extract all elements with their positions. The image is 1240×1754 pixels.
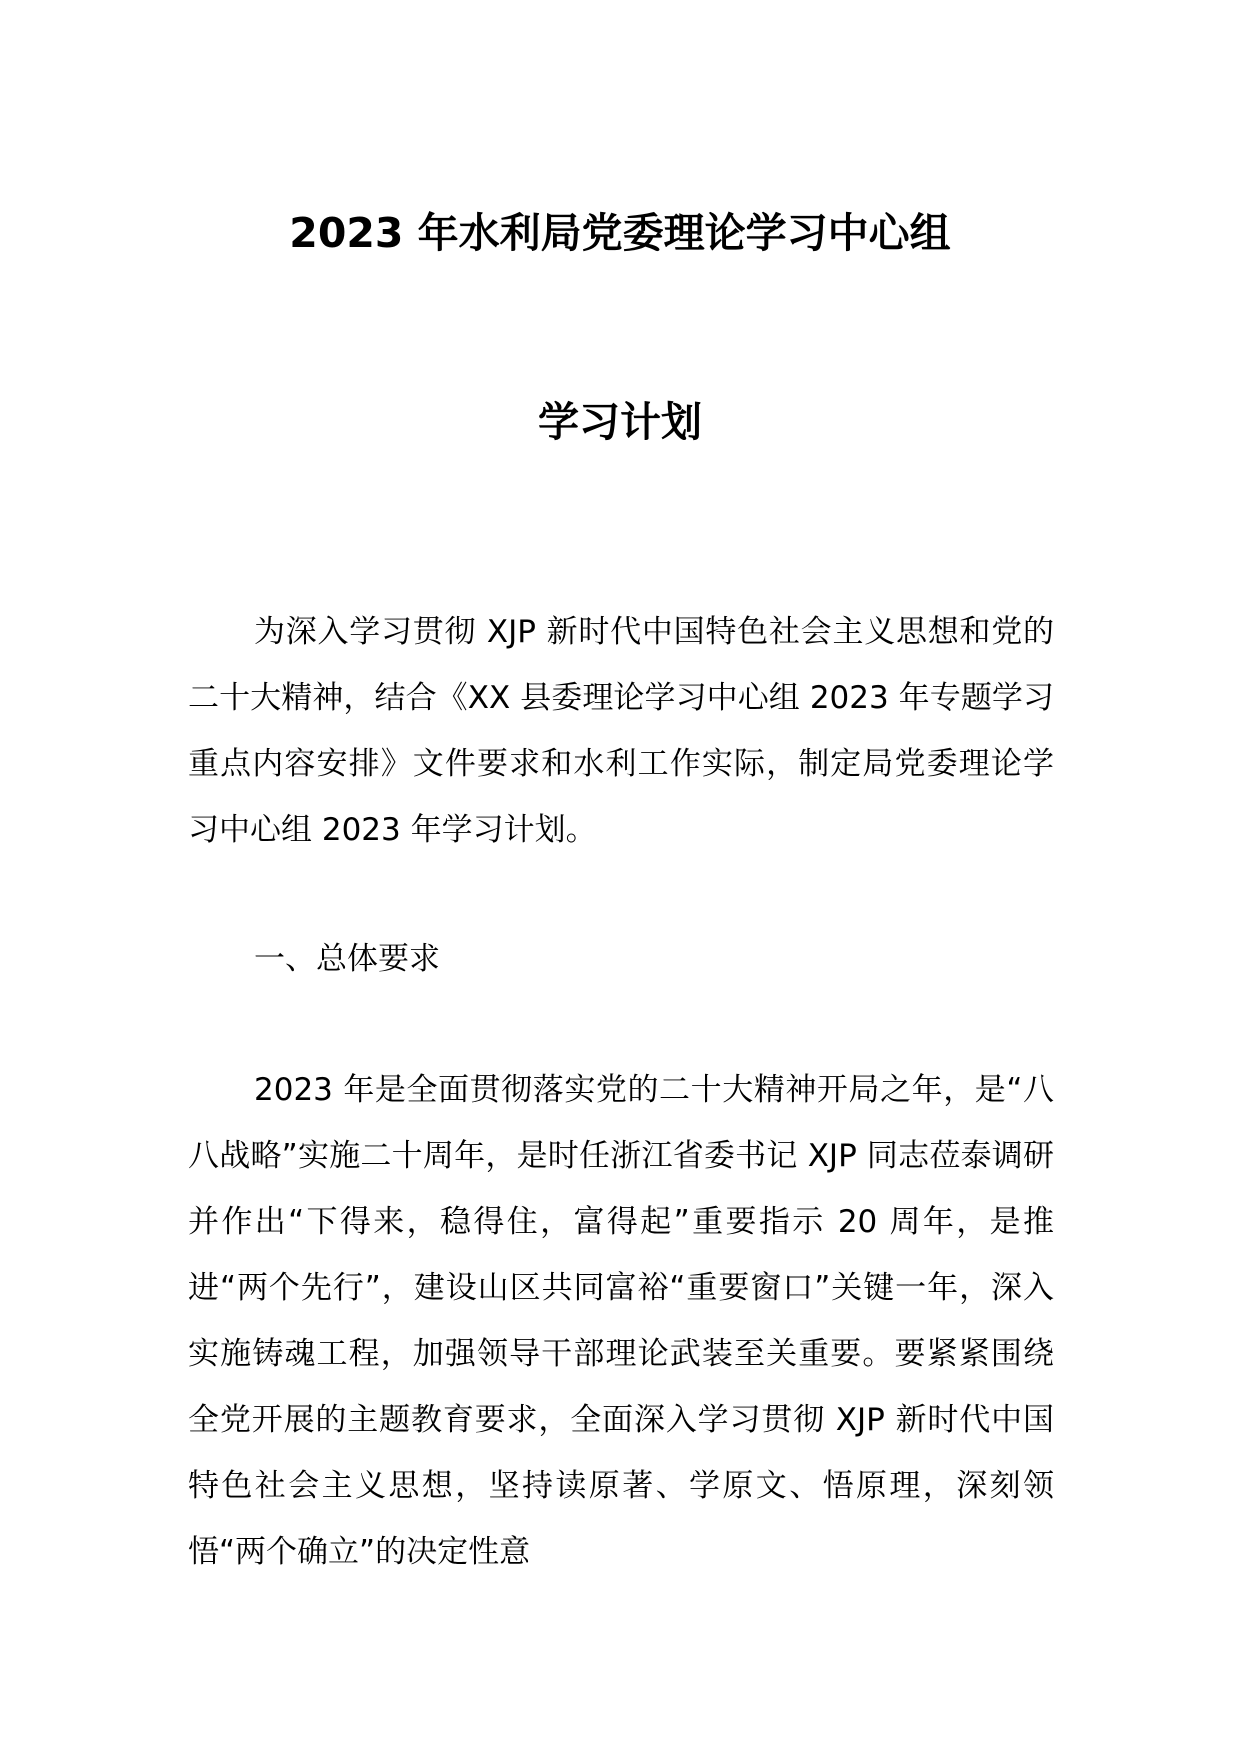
section-heading: 一、总体要求	[254, 941, 440, 977]
document-subtitle: 学习计划	[538, 398, 702, 446]
intro-paragraph: 为深入学习贯彻 XJP 新时代中国特色社会主义思想和党的二十大精神，结合《XX 县委理论学习中心组 2023 年专题学习重点内容安排》文件要求和水利工作实际，制定局党委理论学习中心组 2023 年学习计划。	[188, 614, 1054, 848]
body-paragraph: 2023 年是全面贯彻落实党的二十大精神开局之年，是“八八战略”实施二十周年，是时任浙江省委书记 XJP 同志莅泰调研并作出“下得来，稳得住，富得起”重要指示 20 周年，是推进“两个先行”，建设山区共同富裕“重要窗口”关键一年，深入实施铸魂工程，加强领导干部理论武装至关重要。要紧紧围绕全党开展的主题教育要求，全面深入学习贯彻 XJP 新时代中国特色社会主义思想，坚持读原著、学原文、悟原理，深刻领悟“两个确立”的决定性意	[188, 1072, 1054, 1570]
document-title: 2023 年水利局党委理论学习中心组	[289, 209, 951, 257]
